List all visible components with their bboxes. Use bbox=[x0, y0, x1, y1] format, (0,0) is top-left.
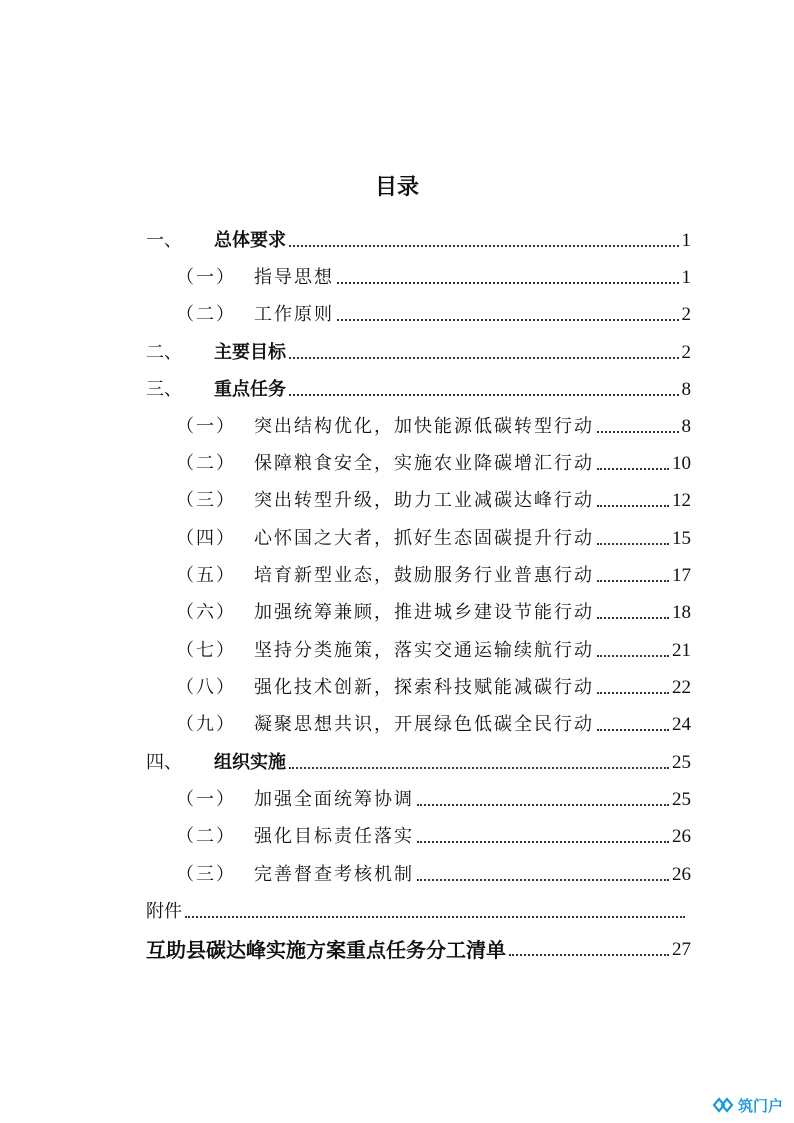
toc-text: 强化技术创新，探索科技赋能减碳行动 bbox=[254, 677, 594, 698]
toc-leader bbox=[597, 543, 669, 545]
toc-number: 一、 bbox=[146, 230, 182, 251]
toc-text: 凝聚思想共识，开展绿色低碳全民行动 bbox=[254, 714, 594, 735]
toc-page: 18 bbox=[672, 602, 691, 623]
toc-page: 8 bbox=[681, 379, 691, 400]
toc-number: （七） bbox=[176, 640, 236, 661]
toc-entry[interactable] bbox=[176, 594, 691, 624]
toc-entry[interactable] bbox=[146, 371, 691, 401]
toc-number: （六） bbox=[176, 602, 236, 623]
toc-leader bbox=[597, 729, 669, 731]
toc-text: 保障粮食安全，实施农业降碳增汇行动 bbox=[254, 453, 594, 474]
watermark-text: 筑门户 bbox=[738, 1096, 784, 1115]
toc-text: 加强统筹兼顾，推进城乡建设节能行动 bbox=[254, 602, 594, 623]
toc-text: 互助县碳达峰实施方案重点任务分工清单 bbox=[146, 938, 506, 962]
toc-page: 2 bbox=[681, 304, 691, 325]
toc-number: （九） bbox=[176, 714, 236, 735]
toc-text: 总体要求 bbox=[214, 230, 286, 251]
toc-text: 工作原则 bbox=[254, 304, 334, 325]
toc-entry[interactable] bbox=[176, 482, 691, 512]
toc-number: （一） bbox=[176, 267, 236, 288]
toc-entry[interactable] bbox=[176, 259, 691, 289]
toc-number: 三、 bbox=[146, 379, 182, 400]
toc-page: 10 bbox=[672, 453, 691, 474]
watermark-logo bbox=[712, 1093, 790, 1117]
toc-leader bbox=[337, 282, 679, 284]
toc-number: （八） bbox=[176, 677, 236, 698]
toc-number: （五） bbox=[176, 565, 236, 586]
toc-leader bbox=[597, 580, 669, 582]
toc-page: 22 bbox=[672, 677, 691, 698]
toc-leader bbox=[417, 879, 669, 881]
toc-page: 17 bbox=[672, 565, 691, 586]
toc-page: 26 bbox=[672, 864, 691, 885]
toc-leader bbox=[289, 357, 679, 359]
toc-leader bbox=[597, 655, 669, 657]
toc-entry[interactable] bbox=[176, 706, 691, 736]
toc-leader bbox=[509, 954, 669, 956]
toc-entry[interactable] bbox=[176, 408, 691, 438]
toc-leader bbox=[417, 804, 669, 806]
toc-entry[interactable] bbox=[146, 744, 691, 774]
toc-entry[interactable] bbox=[176, 445, 691, 475]
toc-page: 21 bbox=[672, 640, 691, 661]
toc-number: （二） bbox=[176, 304, 236, 325]
toc-leader bbox=[289, 394, 679, 396]
toc-number: （一） bbox=[176, 789, 236, 810]
toc-number: （一） bbox=[176, 416, 236, 437]
toc-page: 15 bbox=[672, 528, 691, 549]
toc-text: 培育新型业态，鼓励服务行业普惠行动 bbox=[254, 565, 594, 586]
toc-text: 指导思想 bbox=[254, 267, 334, 288]
toc-text: 坚持分类施策，落实交通运输续航行动 bbox=[254, 640, 594, 661]
toc-entry[interactable] bbox=[176, 818, 691, 848]
toc-text: 组织实施 bbox=[214, 752, 286, 773]
toc-text: 主要目标 bbox=[214, 342, 286, 363]
toc-leader bbox=[597, 692, 669, 694]
toc-entry[interactable] bbox=[176, 632, 691, 662]
toc-entry[interactable] bbox=[176, 520, 691, 550]
toc-text: 突出结构优化，加快能源低碳转型行动 bbox=[254, 416, 594, 437]
toc-leader bbox=[597, 617, 669, 619]
toc-number: （三） bbox=[176, 490, 236, 511]
toc-text: 加强全面统筹协调 bbox=[254, 789, 414, 810]
toc-entry[interactable] bbox=[176, 669, 691, 699]
toc-leader bbox=[597, 431, 679, 433]
toc-number: （二） bbox=[176, 826, 236, 847]
toc-entry[interactable] bbox=[146, 222, 691, 252]
toc-leader bbox=[289, 767, 669, 769]
toc-number: 二、 bbox=[146, 342, 182, 363]
toc-page: 1 bbox=[681, 267, 691, 288]
toc-entry[interactable] bbox=[176, 296, 691, 326]
toc-number: （二） bbox=[176, 453, 236, 474]
toc-leader bbox=[337, 319, 679, 321]
toc-page: 8 bbox=[681, 416, 691, 437]
toc-leader bbox=[289, 245, 679, 247]
toc-entry[interactable] bbox=[146, 334, 691, 364]
toc-text: 突出转型升级，助力工业减碳达峰行动 bbox=[254, 490, 594, 511]
toc-entry-appendix[interactable] bbox=[146, 931, 691, 961]
toc-entry[interactable] bbox=[176, 781, 691, 811]
toc-number: 四、 bbox=[146, 752, 182, 773]
toc-text: 重点任务 bbox=[214, 379, 286, 400]
toc-text: 完善督查考核机制 bbox=[254, 864, 414, 885]
toc-page: 25 bbox=[672, 752, 691, 773]
toc-page: 12 bbox=[672, 490, 691, 511]
toc-leader bbox=[185, 916, 685, 918]
toc-leader bbox=[417, 841, 669, 843]
page-title: 目录 bbox=[374, 175, 419, 200]
toc-entry[interactable] bbox=[176, 856, 691, 886]
toc-leader bbox=[597, 468, 669, 470]
toc-number: （三） bbox=[176, 864, 236, 885]
toc-number: （四） bbox=[176, 528, 236, 549]
toc-text: 附件 bbox=[146, 901, 182, 922]
toc-entry-attachment[interactable] bbox=[146, 893, 688, 923]
toc-entry[interactable] bbox=[176, 557, 691, 587]
toc-page: 2 bbox=[681, 342, 691, 363]
toc-leader bbox=[597, 505, 669, 507]
toc-page: 26 bbox=[672, 826, 691, 847]
toc-page: 25 bbox=[672, 789, 691, 810]
toc-text: 强化目标责任落实 bbox=[254, 826, 414, 847]
toc-page: 1 bbox=[681, 230, 691, 251]
toc-text: 心怀国之大者，抓好生态固碳提升行动 bbox=[254, 528, 594, 549]
logo-icon bbox=[712, 1095, 734, 1115]
toc-page: 27 bbox=[672, 939, 691, 960]
toc-page: 24 bbox=[672, 714, 691, 735]
